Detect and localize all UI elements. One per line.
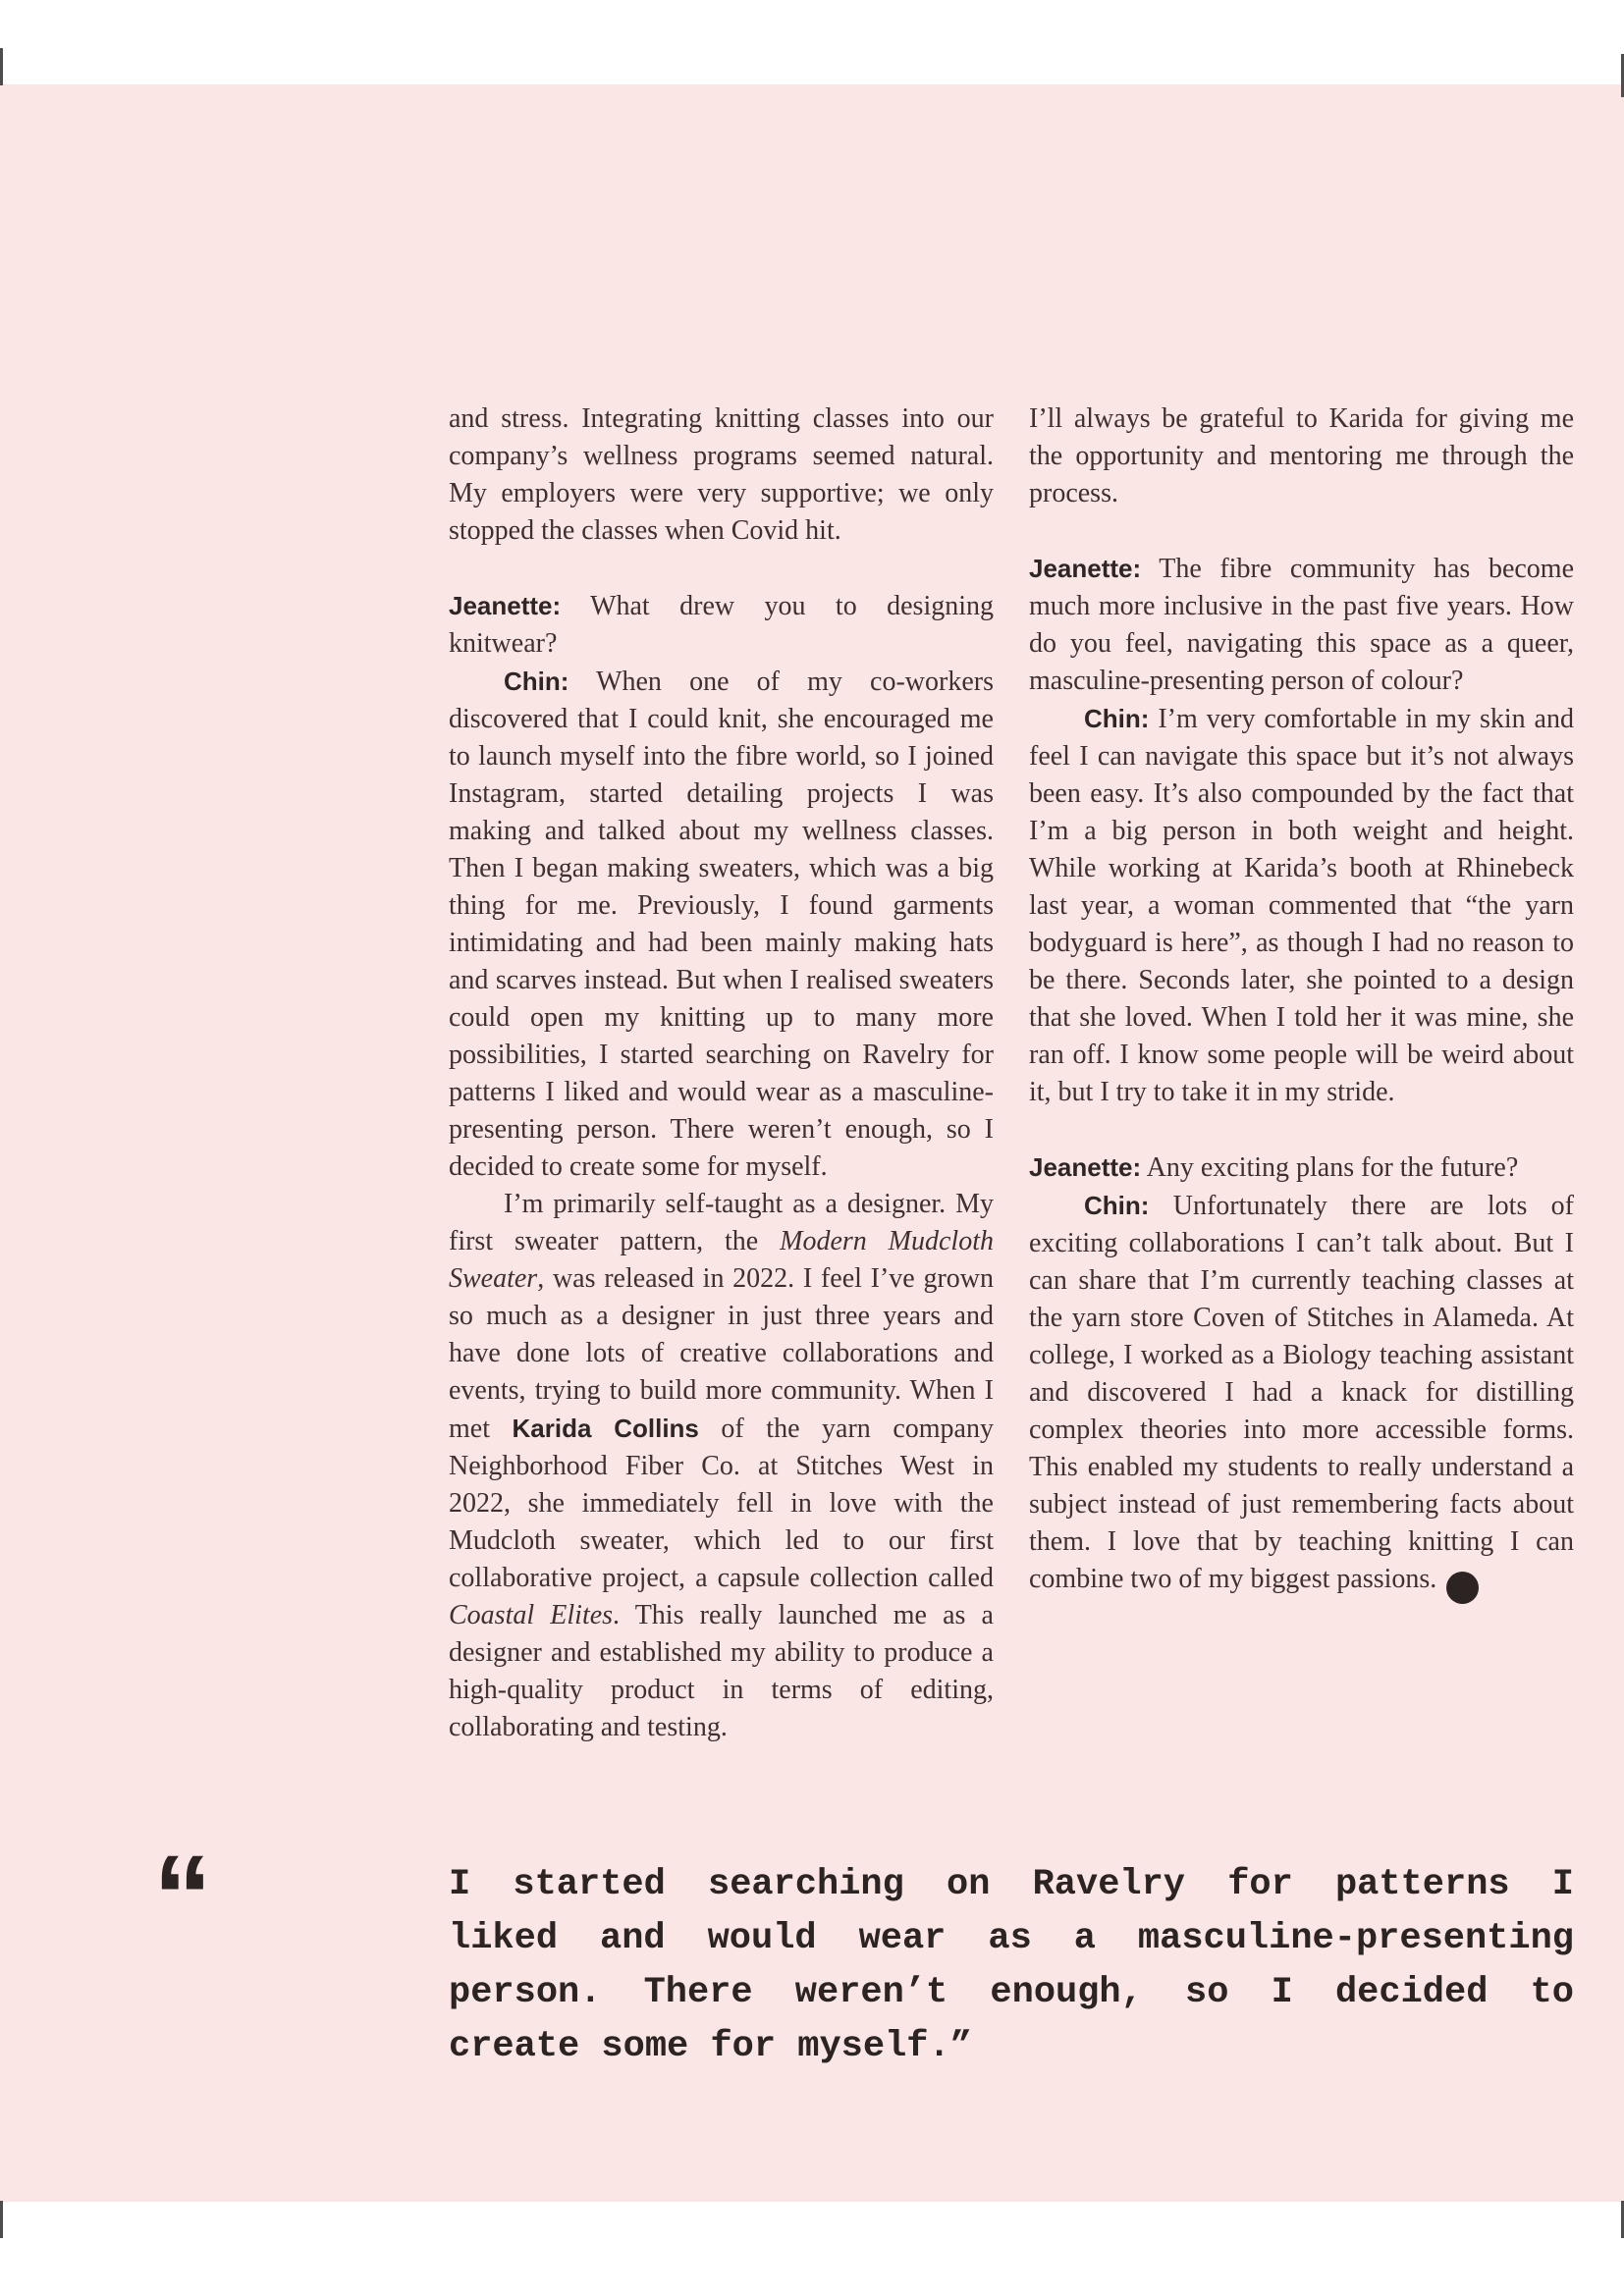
question-paragraph [449, 587, 994, 663]
left-column [449, 400, 994, 1746]
answer-paragraph [1029, 1187, 1574, 1604]
body-text: , was released in 2022. I feel I’ve grown so much as a designer in just three years and have done lots of creative collaborations and events, trying to build more community. When I met [449, 1263, 994, 1444]
pull-quote-line: I started searching on Ravelry for patterns I [449, 1864, 1574, 1905]
person-name-bold: Karida Collins [512, 1414, 699, 1443]
answer-text: Unfortunately there are lots of exciting collaborations I can’t talk about. But I can share that I’m currently teaching classes at the yarn store Coven of Stitches in Alameda. At college, I worked as a Biology teaching assistant and discovered I had a knack for distilling complex theories into more accessible forms. This enabled my students to really understand a subject instead of just remembering facts about them. I love that by teaching knitting I can combine two of my biggest passions. [1029, 1191, 1574, 1594]
collection-name-italic: Coastal Elites [449, 1600, 614, 1630]
answer-text: I’m very comfortable in my skin and feel I can navigate this space but it’s not always been easy. It’s also compounded by the fact that I’m a big person in both weight and height. While working at Karida’s booth at Rhinebeck last year, a woman commented that “the yarn bodyguard is here”, as though I had no reason to be there. Seconds later, she pointed to a design that she loved. When I told her it was mine, she ran off. I know some people will be weird about it, but I try to take it in my stride. [1029, 704, 1574, 1107]
answer-paragraph [1029, 700, 1574, 1111]
paragraph [1029, 400, 1574, 512]
question-paragraph [1029, 550, 1574, 700]
article-end-mark-icon: L [1446, 1572, 1479, 1604]
speaker-label: Chin: [504, 667, 569, 696]
answer-text: When one of my co-workers discovered that I could knit, she encouraged me to launch myself into the fibre world, so I joined Instagram, started detailing projects I was making and talked about my wellness classes. Then I began making sweaters, which was a big thing for me. Previously, I found garments intimidating and had been mainly making hats and scarves instead. But when I realised sweaters could open my knitting up to many more possibilities, I started searching on Ravelry for patterns I liked and would wear as a masculine-presenting person. There weren’t enough, so I decided to create some for myself. [449, 667, 994, 1182]
body-text: . This really launched me as a designer and established my ability to produce a high-quality product in terms of editing, collaborating and testing. [449, 1600, 994, 1742]
speaker-label: Chin: [1084, 1191, 1150, 1220]
interview-body [449, 400, 1574, 1746]
question-text: The fibre community has become much more inclusive in the past five years. How do you feel, navigating this space as a queer, masculine-presenting person of colour? [1029, 554, 1574, 696]
crop-mark-bottom-left [0, 2201, 3, 2238]
pull-quote-line: create some for myself.” [449, 2026, 972, 2067]
right-column [1029, 400, 1574, 1746]
body-text: of the yarn company Neighborhood Fiber Co. at Stitches West in 2022, she immediately fell in love with the Mudcloth sweater, which led to our first collaborative project, a capsule collection called [449, 1414, 994, 1593]
crop-mark-top-left [0, 48, 3, 85]
paragraph [449, 400, 994, 550]
body-text: and stress. Integrating knitting classes into our company’s wellness programs seemed natural. My employers were very supportive; we only stopped the classes when Covid hit. [449, 403, 994, 546]
pull-quote [449, 1858, 1574, 2074]
question-paragraph [1029, 1148, 1574, 1187]
speaker-label: Jeanette: [1029, 554, 1142, 583]
speaker-label: Jeanette: [1029, 1152, 1142, 1182]
speaker-label: Jeanette: [449, 591, 562, 620]
question-text: Any exciting plans for the future? [1141, 1152, 1519, 1183]
body-text: I’ll always be grateful to Karida for giving me the opportunity and mentoring me through the process. [1029, 403, 1574, 508]
answer-paragraph [449, 1186, 994, 1746]
question-text: What drew you to designing knitwear? [449, 591, 994, 659]
body-text: I’m primarily self-taught as a designer. My first sweater pattern, the [449, 1189, 994, 1256]
answer-paragraph [449, 663, 994, 1186]
pull-quote-line: person. There weren’t enough, so I decided to [449, 1972, 1574, 2013]
pull-quote-line: liked and would wear as a masculine-presenting [449, 1918, 1574, 1959]
open-quote-icon: “ [153, 1831, 212, 1962]
speaker-label: Chin: [1084, 704, 1150, 733]
pattern-name-italic: Modern Mudcloth Sweater [449, 1226, 994, 1294]
